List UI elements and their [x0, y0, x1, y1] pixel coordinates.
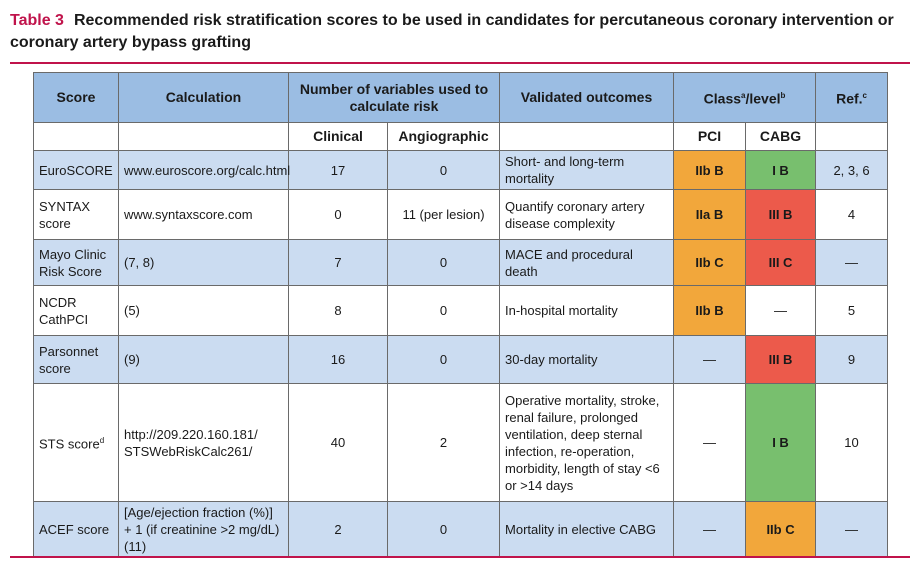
cell-ref: 9 [816, 336, 888, 384]
cell-outcome: In-hospital mortality [500, 286, 674, 336]
cell-outcome: Operative mortality, stroke, renal failure, prolonged ventilation, deep sternal infection, re-operation, morbidity, length of stay <6 or >14 days [500, 384, 674, 502]
cell-calculation: (5) [119, 286, 289, 336]
table-row [34, 384, 888, 502]
header-ref: Ref.$^c$ [816, 73, 888, 123]
table-label: Table 3 [10, 12, 64, 29]
cell-angiographic: 0 [388, 151, 500, 190]
table-caption [10, 10, 910, 54]
cell-angiographic: 0 [388, 336, 500, 384]
cell-score: Mayo Clinic Risk Score [34, 240, 119, 286]
cell-pci: — [674, 502, 746, 558]
cell-angiographic: 0 [388, 286, 500, 336]
table-row [34, 502, 888, 558]
cell-cabg: III C [746, 240, 816, 286]
subheader-empty [816, 123, 888, 151]
cell-score: NCDR CathPCI [34, 286, 119, 336]
cell-outcome: 30-day mortality [500, 336, 674, 384]
cell-clinical: 40 [289, 384, 388, 502]
subheader-empty [119, 123, 289, 151]
cell-calculation: (9) [119, 336, 289, 384]
cell-angiographic: 11 (per lesion) [388, 190, 500, 240]
subheader-pci: PCI [674, 123, 746, 151]
top-rule [10, 62, 910, 64]
subheader-empty [34, 123, 119, 151]
cell-score: SYNTAX score [34, 190, 119, 240]
cell-calculation: (7, 8) [119, 240, 289, 286]
subheader-cabg: CABG [746, 123, 816, 151]
table-row [34, 190, 888, 240]
cell-clinical: 2 [289, 502, 388, 558]
cell-outcome: Quantify coronary artery disease complexity [500, 190, 674, 240]
cell-cabg: III B [746, 190, 816, 240]
cell-pci: IIb B [674, 286, 746, 336]
cell-clinical: 16 [289, 336, 388, 384]
header-score: Score [34, 73, 119, 123]
cell-cabg: I B [746, 151, 816, 190]
cell-outcome: Short- and long-term mortality [500, 151, 674, 190]
risk-score-table [33, 72, 888, 558]
cell-clinical: 7 [289, 240, 388, 286]
header-num-vars: Number of variables used to calculate risk [289, 73, 500, 123]
cell-calculation: [Age/ejection fraction (%)] + 1 (if creatinine >2 mg/dL)(11) [119, 502, 289, 558]
subheader-empty [500, 123, 674, 151]
cell-score: STS score$^d$ [34, 384, 119, 502]
cell-ref: 5 [816, 286, 888, 336]
cell-pci: — [674, 384, 746, 502]
subheader-angiographic: Angiographic [388, 123, 500, 151]
cell-ref: — [816, 502, 888, 558]
bottom-rule [10, 556, 910, 558]
table-row [34, 286, 888, 336]
cell-angiographic: 0 [388, 240, 500, 286]
cell-clinical: 8 [289, 286, 388, 336]
cell-calculation: http://209.220.160.181/ STSWebRiskCalc261/ [119, 384, 289, 502]
cell-pci: IIb C [674, 240, 746, 286]
cell-score: Parsonnet score [34, 336, 119, 384]
cell-ref: 4 [816, 190, 888, 240]
cell-pci: IIb B [674, 151, 746, 190]
cell-angiographic: 0 [388, 502, 500, 558]
header-class-level: Class$^a$/level$^b$ [674, 73, 816, 123]
cell-cabg: IIb C [746, 502, 816, 558]
cell-clinical: 17 [289, 151, 388, 190]
cell-outcome: Mortality in elective CABG [500, 502, 674, 558]
cell-ref: — [816, 240, 888, 286]
cell-cabg: I B [746, 384, 816, 502]
cell-outcome: MACE and procedural death [500, 240, 674, 286]
cell-cabg: — [746, 286, 816, 336]
cell-angiographic: 2 [388, 384, 500, 502]
cell-ref: 2, 3, 6 [816, 151, 888, 190]
header-calculation: Calculation [119, 73, 289, 123]
cell-calculation: www.euroscore.org/calc.html [119, 151, 289, 190]
cell-pci: IIa B [674, 190, 746, 240]
cell-ref: 10 [816, 384, 888, 502]
cell-score: EuroSCORE [34, 151, 119, 190]
table-row [34, 240, 888, 286]
table-title: Recommended risk stratification scores to be used in candidates for percutaneous coronary intervention or coronary artery bypass grafting [10, 12, 894, 51]
cell-score: ACEF score [34, 502, 119, 558]
cell-cabg: III B [746, 336, 816, 384]
cell-pci: — [674, 336, 746, 384]
cell-calculation: www.syntaxscore.com [119, 190, 289, 240]
table-row [34, 336, 888, 384]
header-validated: Validated outcomes [500, 73, 674, 123]
subheader-clinical: Clinical [289, 123, 388, 151]
table-row [34, 151, 888, 190]
cell-clinical: 0 [289, 190, 388, 240]
